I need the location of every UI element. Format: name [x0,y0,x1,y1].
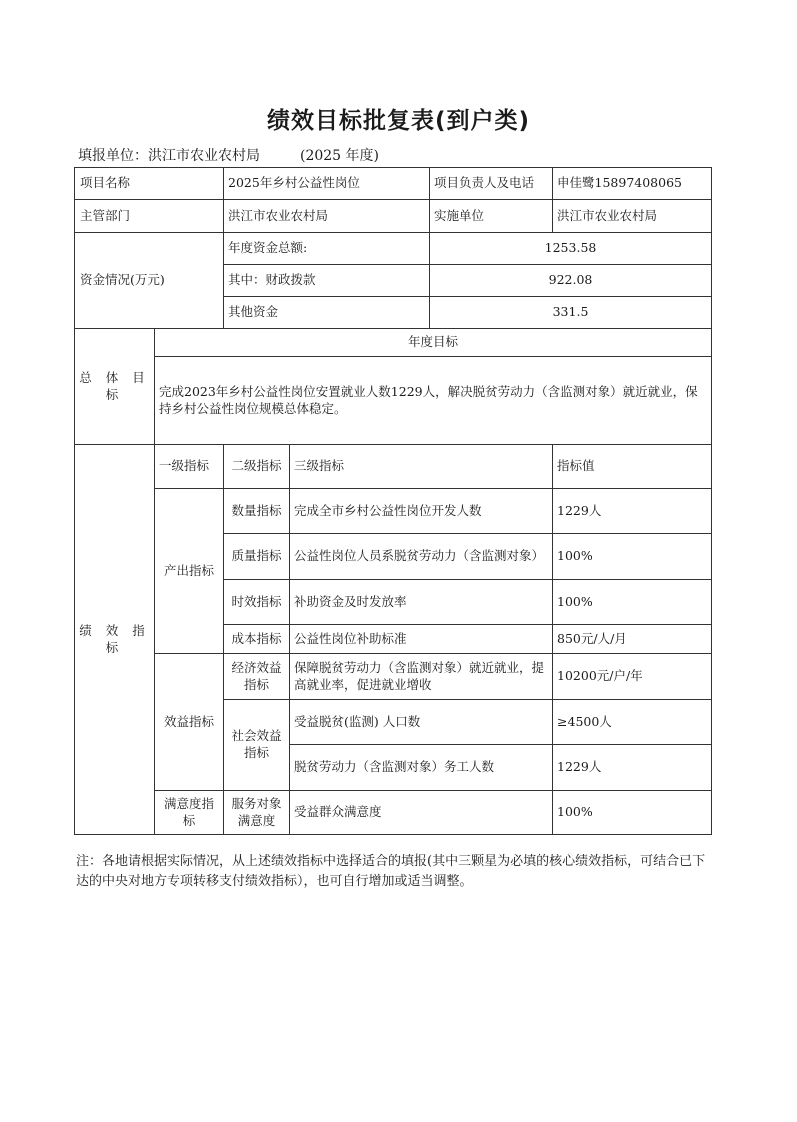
project-name-label: 项目名称 [75,168,224,200]
row-level2: 服务对象满意度 [224,791,290,835]
row-level2: 质量指标 [224,534,290,580]
row-level3: 补助资金及时发放率 [290,580,553,625]
row-value: 1229人 [553,489,712,534]
row-level2: 经济效益指标 [224,654,290,700]
unit-value: 洪江市农业农村局 [148,148,260,164]
dept-value: 洪江市农业农村局 [224,200,430,233]
indicator-header-row [75,445,712,489]
row-level3: 公益性岗位人员系脱贫劳动力（含监测对象） [290,534,553,580]
row-level2: 社会效益指标 [224,700,290,791]
report-year: (2025 年度) [300,148,380,164]
row-value: ≥4500人 [553,700,712,745]
impl-value: 洪江市农业农村局 [553,200,712,233]
row-value: 100% [553,791,712,835]
row-level2: 成本指标 [224,625,290,654]
page-title: 绩效目标批复表(到户类) [266,108,531,134]
goal-header: 年度目标 [155,329,712,357]
impl-label: 实施单位 [430,200,553,233]
department-row [75,200,712,233]
contact-value: 申佳鹭15897408065 [553,168,712,200]
row-level3: 受益群众满意度 [290,791,553,835]
funds-total-label: 年度资金总额: [224,233,430,265]
table-row [75,791,712,835]
row-value: 10200元/户/年 [553,654,712,700]
report-meta [78,145,379,165]
row-value: 100% [553,534,712,580]
row-level3: 完成全市乡村公益性岗位开发人数 [290,489,553,534]
funds-fiscal-value: 922.08 [430,265,712,297]
table-row [75,654,712,700]
footnote: 注：各地请根据实际情况，从上述绩效指标中选择适合的填报(其中三颗星为必填的核心绩效指标，可结合已下达的中央对地方专项转移支付绩效指标），也可自行增加或适当调整。 [76,854,706,889]
row-level2: 数量指标 [224,489,290,534]
funds-other-value: 331.5 [430,297,712,329]
row-value: 1229人 [553,745,712,791]
row-level3: 保障脱贫劳动力（含监测对象）就近就业，提高就业率，促进就业增收 [290,654,553,700]
indicators-label: 绩 效 指 标 [75,445,155,835]
goal-label: 总 体 目 标 [75,329,155,445]
table-row [75,489,712,534]
project-name-value: 2025年乡村公益性岗位 [224,168,430,200]
benefit-label: 效益指标 [155,654,224,791]
header-level2: 二级指标 [224,445,290,489]
header-value: 指标值 [553,445,712,489]
funds-total-row [75,233,712,265]
goal-header-row [75,329,712,357]
funds-total-value: 1253.58 [430,233,712,265]
output-label: 产出指标 [155,489,224,654]
dept-label: 主管部门 [75,200,224,233]
contact-label: 项目负责人及电话 [430,168,553,200]
row-level3: 受益脱贫(监测) 人口数 [290,700,553,745]
unit-label: 填报单位： [78,148,148,164]
header-level3: 三级指标 [290,445,553,489]
funds-other-label: 其他资金 [224,297,430,329]
goal-text: 完成2023年乡村公益性岗位安置就业人数1229人，解决脱贫劳动力（含监测对象）就近就业，保持乡村公益性岗位规模总体稳定。 [155,357,712,445]
row-level2: 时效指标 [224,580,290,625]
row-value: 100% [553,580,712,625]
header-level1: 一级指标 [155,445,224,489]
satisfaction-label: 满意度指标 [155,791,224,835]
row-level3: 脱贫劳动力（含监测对象）务工人数 [290,745,553,791]
performance-table [74,167,712,835]
funds-fiscal-label: 其中：财政拨款 [224,265,430,297]
row-value: 850元/人/月 [553,625,712,654]
funds-label: 资金情况(万元) [75,233,224,329]
row-level3: 公益性岗位补助标准 [290,625,553,654]
project-row [75,168,712,200]
goal-text-row [75,357,712,445]
